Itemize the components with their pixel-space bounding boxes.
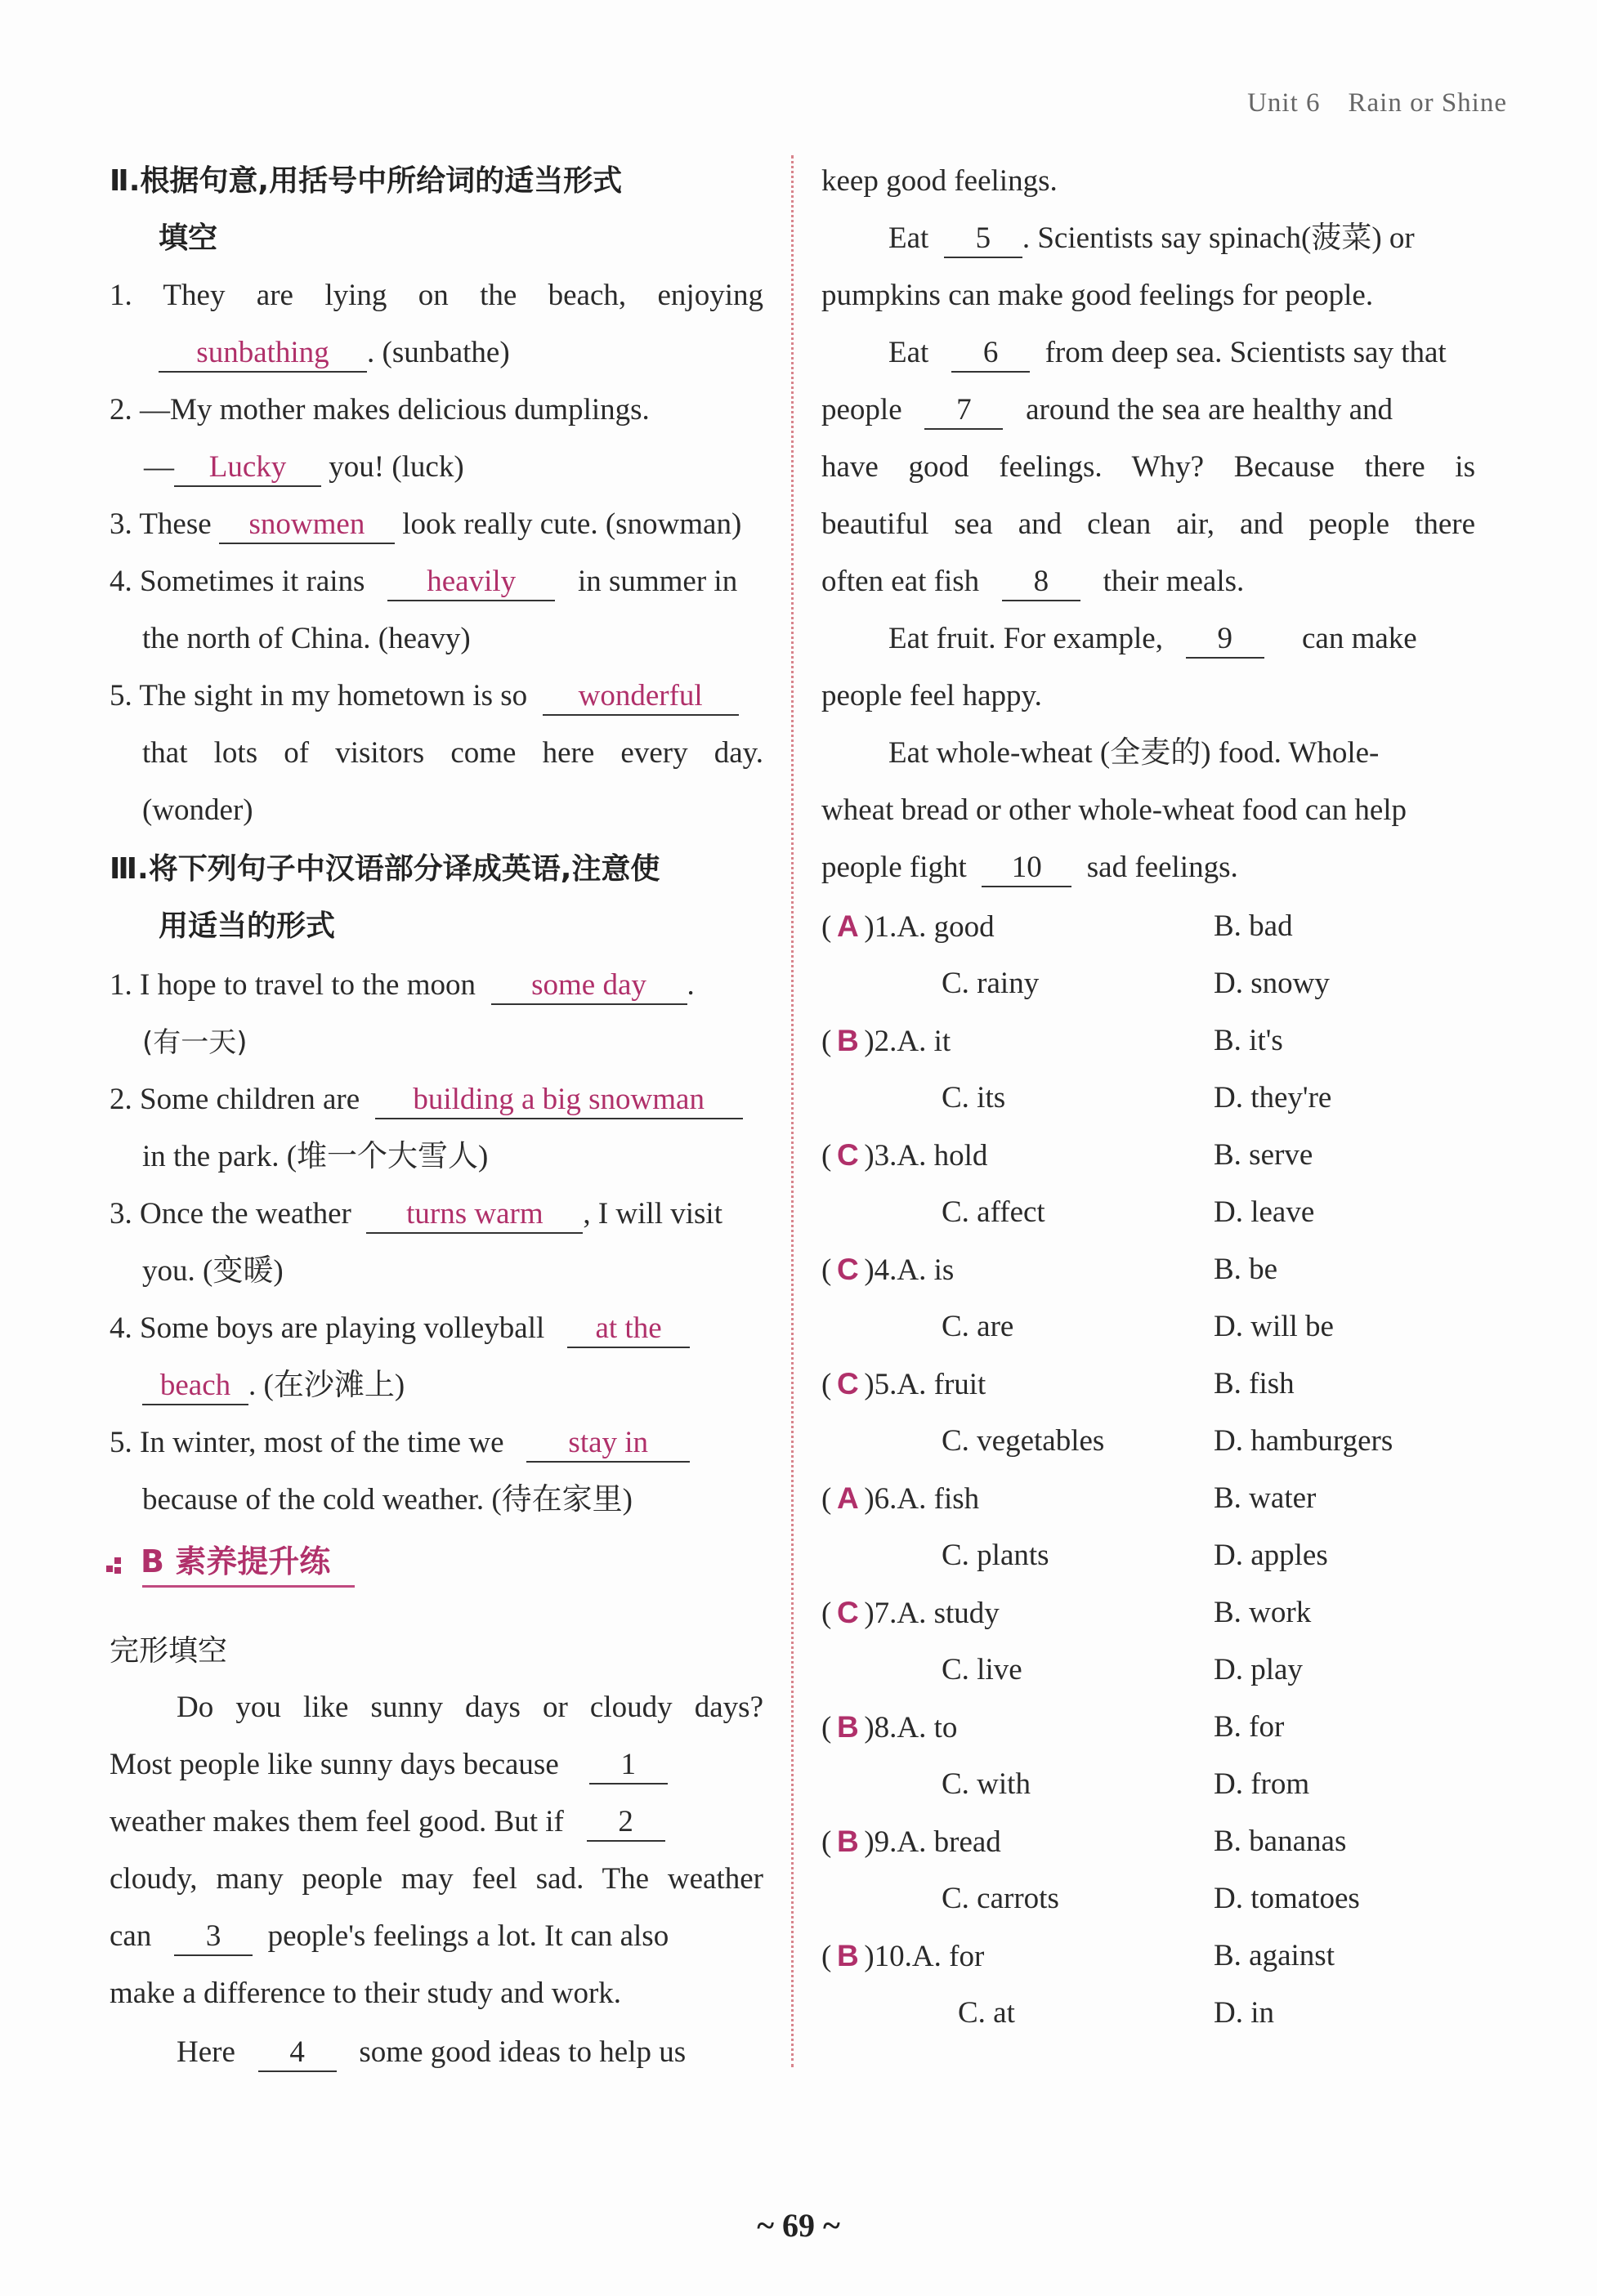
option-d: D. snowy bbox=[1214, 967, 1330, 1000]
passage-p3-text: weather makes them feel good. But if bbox=[110, 1805, 564, 1838]
s3-q2-line2: in the park. (堆一个大雪人) bbox=[142, 1140, 489, 1173]
option-c: C. live bbox=[942, 1653, 1022, 1686]
s3-q2-answer: building a big snowman bbox=[375, 1082, 743, 1119]
s2-q3-text: 3. These bbox=[110, 507, 212, 541]
passage-r8 bbox=[821, 561, 1475, 603]
passage-r1: keep good feelings. bbox=[821, 164, 1058, 198]
s2-q1-text: 1. They are lying on the beach, enjoying bbox=[110, 279, 763, 312]
option-a: A. bread bbox=[897, 1825, 1001, 1859]
s2-q3-answer: snowmen bbox=[219, 507, 395, 544]
question-number: 1. bbox=[874, 910, 897, 944]
option-d: D. play bbox=[1214, 1653, 1303, 1686]
s2-q1-hint: . (sunbathe) bbox=[367, 336, 510, 369]
question-row bbox=[821, 1363, 986, 1406]
s2-q1-answer: sunbathing bbox=[159, 335, 367, 373]
s3-q5-text: 5. In winter, most of the time we bbox=[110, 1426, 504, 1459]
question-row bbox=[821, 1706, 957, 1749]
option-b: B. fish bbox=[1214, 1367, 1295, 1400]
section-b-underline bbox=[142, 1585, 355, 1588]
cloze-subtitle: 完形填空 bbox=[110, 1634, 228, 1668]
blank-9: 9 bbox=[1186, 621, 1264, 659]
blank-8: 8 bbox=[1002, 564, 1080, 601]
question-row bbox=[821, 1134, 987, 1177]
question-number: 2. bbox=[874, 1025, 897, 1058]
passage-r4-eat: Eat bbox=[888, 336, 929, 369]
question-close-paren: ) bbox=[864, 1597, 875, 1630]
option-a: A. to bbox=[897, 1711, 958, 1744]
s3-q3-answer: turns warm bbox=[366, 1196, 583, 1234]
section3-title-cont: 用适当的形式 bbox=[159, 909, 336, 943]
passage-p2 bbox=[110, 1744, 763, 1786]
option-c: C. are bbox=[942, 1310, 1014, 1343]
option-d: D. they're bbox=[1214, 1081, 1332, 1114]
blank-10: 10 bbox=[982, 850, 1071, 887]
question-number: 3. bbox=[874, 1139, 897, 1173]
answer-choice: B bbox=[836, 1024, 859, 1057]
page-header bbox=[1247, 88, 1507, 118]
passage-r10: people feel happy. bbox=[821, 679, 1042, 712]
passage-r2-rest: . Scientists say spinach(菠菜) or bbox=[1022, 221, 1415, 255]
question-open-paren: ( bbox=[821, 1025, 832, 1058]
passage-p1: Do you like sunny days or cloudy days? bbox=[177, 1691, 763, 1724]
question-row bbox=[821, 1249, 954, 1292]
question-close-paren: ) bbox=[864, 910, 875, 944]
s2-q5-line2: that lots of visitors come here every day. bbox=[142, 736, 763, 770]
question-row bbox=[821, 1820, 1001, 1864]
blank-3: 3 bbox=[174, 1919, 253, 1956]
question-open-paren: ( bbox=[821, 1253, 832, 1287]
blank-1: 1 bbox=[589, 1747, 668, 1785]
passage-r3: pumpkins can make good feelings for people. bbox=[821, 279, 1374, 312]
question-open-paren: ( bbox=[821, 1597, 832, 1630]
option-a: A. fish bbox=[897, 1482, 980, 1516]
passage-r2-eat: Eat bbox=[888, 221, 929, 255]
option-c: C. with bbox=[942, 1767, 1031, 1801]
answer-choice: A bbox=[836, 1481, 859, 1515]
option-b: B. against bbox=[1214, 1939, 1335, 1972]
question-close-paren: ) bbox=[864, 1825, 875, 1859]
option-a: A. it bbox=[897, 1025, 951, 1058]
passage-r7: beautiful sea and clean air, and people there bbox=[821, 507, 1475, 541]
s3-q1-period: . bbox=[687, 968, 695, 1002]
s2-q5-line bbox=[110, 675, 763, 717]
option-b: B. serve bbox=[1214, 1138, 1313, 1172]
option-c: C. vegetables bbox=[942, 1424, 1105, 1458]
s3-q3-line bbox=[110, 1193, 763, 1235]
section2-title-cont: 填空 bbox=[159, 221, 218, 255]
option-c: C. rainy bbox=[942, 967, 1040, 1000]
s3-q5-answer: stay in bbox=[526, 1425, 690, 1463]
s3-q3-rest: , I will visit bbox=[583, 1197, 722, 1231]
passage-r8-text: often eat fish bbox=[821, 565, 980, 598]
option-b: B. be bbox=[1214, 1253, 1278, 1286]
passage-r4-rest: from deep sea. Scientists say that bbox=[1045, 336, 1447, 369]
question-close-paren: ) bbox=[864, 1368, 875, 1401]
passage-r2 bbox=[888, 217, 1542, 260]
passage-r9-text: Eat fruit. For example, bbox=[888, 622, 1163, 655]
section-b-title: B 素养提升练 bbox=[141, 1543, 331, 1579]
option-a: A. fruit bbox=[897, 1368, 986, 1401]
option-b: B. bananas bbox=[1214, 1825, 1347, 1858]
option-c: C. plants bbox=[942, 1539, 1049, 1572]
passage-r13 bbox=[821, 846, 1475, 889]
option-d: D. hamburgers bbox=[1214, 1424, 1393, 1458]
passage-r5 bbox=[821, 389, 1475, 431]
question-open-paren: ( bbox=[821, 1368, 832, 1401]
option-d: D. in bbox=[1214, 1996, 1274, 2030]
option-d: D. tomatoes bbox=[1214, 1882, 1360, 1915]
answer-choice: C bbox=[836, 1138, 859, 1172]
passage-r13-rest: sad feelings. bbox=[1086, 851, 1238, 884]
s3-q3-text: 3. Once the weather bbox=[110, 1197, 351, 1231]
s2-q5-hint: (wonder) bbox=[142, 793, 253, 827]
option-d: D. from bbox=[1214, 1767, 1310, 1801]
s2-q4-answer: heavily bbox=[387, 564, 555, 601]
option-a: A. good bbox=[897, 910, 995, 944]
passage-p5-rest: people's feelings a lot. It can also bbox=[267, 1919, 669, 1953]
s3-q4-answer-2: beach bbox=[142, 1368, 248, 1405]
passage-p7-rest: some good ideas to help us bbox=[359, 2035, 687, 2069]
s3-q1-answer: some day bbox=[491, 967, 687, 1005]
option-a: A. for bbox=[911, 1940, 985, 1973]
section3-title: Ⅲ.将下列句子中汉语部分译成英语,注意使 bbox=[110, 852, 660, 886]
passage-r6: have good feelings. Why? Because there is bbox=[821, 450, 1475, 484]
s3-q2-text: 2. Some children are bbox=[110, 1083, 360, 1116]
section-b-heading bbox=[110, 1536, 330, 1581]
option-b: B. for bbox=[1214, 1710, 1285, 1744]
s3-q5-line bbox=[110, 1422, 763, 1464]
s3-q1-line bbox=[110, 964, 763, 1007]
s3-q4-answer-1: at the bbox=[567, 1311, 690, 1348]
s3-q5-line2: because of the cold weather. (待在家里) bbox=[142, 1483, 633, 1517]
question-open-paren: ( bbox=[821, 1482, 832, 1516]
option-c: C. its bbox=[942, 1081, 1006, 1114]
passage-r4 bbox=[888, 332, 1542, 374]
answer-choice: C bbox=[836, 1367, 859, 1400]
s2-q2-dash: — bbox=[144, 450, 174, 484]
option-c: C. affect bbox=[942, 1195, 1045, 1229]
section2-title: Ⅱ.根据句意,用括号中所给词的适当形式 bbox=[110, 164, 623, 198]
question-open-paren: ( bbox=[821, 910, 832, 944]
passage-p6: make a difference to their study and work. bbox=[110, 1977, 622, 2010]
option-b: B. work bbox=[1214, 1596, 1312, 1629]
question-close-paren: ) bbox=[864, 1139, 875, 1173]
blank-6: 6 bbox=[951, 335, 1030, 373]
answer-choice: C bbox=[836, 1253, 859, 1286]
blank-4: 4 bbox=[258, 2035, 337, 2072]
blank-7: 7 bbox=[924, 392, 1003, 430]
passage-r13-text: people fight bbox=[821, 851, 967, 884]
question-number: 10. bbox=[874, 1940, 912, 1973]
s3-q4-line2 bbox=[142, 1365, 796, 1407]
option-a: A. study bbox=[897, 1597, 1000, 1630]
passage-r5-people: people bbox=[821, 393, 902, 427]
question-number: 5. bbox=[874, 1368, 897, 1401]
question-row bbox=[821, 1020, 951, 1063]
s3-q2-line bbox=[110, 1079, 763, 1121]
question-number: 4. bbox=[874, 1253, 897, 1287]
question-close-paren: ) bbox=[864, 1711, 875, 1744]
option-d: D. leave bbox=[1214, 1195, 1315, 1229]
passage-r9 bbox=[888, 618, 1542, 660]
passage-p7 bbox=[177, 2031, 830, 2074]
s3-q4-line bbox=[110, 1307, 763, 1350]
option-d: D. will be bbox=[1214, 1310, 1334, 1343]
passage-p2-text: Most people like sunny days because bbox=[110, 1748, 559, 1781]
option-b: B. it's bbox=[1214, 1024, 1283, 1057]
s3-q1-text: 1. I hope to travel to the moon bbox=[110, 968, 476, 1002]
answer-choice: B bbox=[836, 1825, 859, 1858]
s3-q4-hint: . (在沙滩上) bbox=[248, 1369, 405, 1402]
question-number: 6. bbox=[874, 1482, 897, 1516]
passage-p3 bbox=[110, 1801, 763, 1843]
question-number: 8. bbox=[874, 1711, 897, 1744]
s2-q5-text: 5. The sight in my hometown is so bbox=[110, 679, 528, 712]
answer-choice: B bbox=[836, 1939, 859, 1972]
option-c: C. carrots bbox=[942, 1882, 1059, 1915]
s2-q2-answer: Lucky bbox=[174, 449, 321, 487]
s2-q4-line bbox=[110, 561, 763, 603]
passage-r5-rest: around the sea are healthy and bbox=[1026, 393, 1393, 427]
question-close-paren: ) bbox=[864, 1025, 875, 1058]
s2-q1-line2 bbox=[159, 332, 812, 374]
blank-2: 2 bbox=[587, 1804, 665, 1842]
s2-q2-hint: you! (luck) bbox=[329, 450, 464, 484]
option-b: B. bad bbox=[1214, 909, 1293, 943]
option-a: A. is bbox=[897, 1253, 955, 1287]
column-divider bbox=[791, 155, 794, 2067]
s2-q2-text: 2. —My mother makes delicious dumplings. bbox=[110, 393, 650, 427]
question-number: 9. bbox=[874, 1825, 897, 1859]
passage-p4: cloudy, many people may feel sad. The weather bbox=[110, 1862, 763, 1896]
s2-q4-line2: the north of China. (heavy) bbox=[142, 622, 471, 655]
option-d: D. apples bbox=[1214, 1539, 1328, 1572]
page-number: ~ 69 ~ bbox=[757, 2207, 840, 2244]
passage-p7-here: Here bbox=[177, 2035, 235, 2069]
passage-p5-can: can bbox=[110, 1919, 152, 1953]
s2-q3-line bbox=[110, 503, 763, 546]
s3-q3-line2: you. (变暖) bbox=[142, 1254, 284, 1288]
option-a: A. hold bbox=[897, 1139, 988, 1173]
question-row bbox=[821, 905, 995, 949]
s3-q4-text: 4. Some boys are playing volleyball bbox=[110, 1311, 545, 1345]
unit-label: Unit 6 bbox=[1247, 88, 1321, 118]
unit-title: Rain or Shine bbox=[1348, 88, 1507, 118]
s2-q4-text: 4. Sometimes it rains bbox=[110, 565, 365, 598]
answer-choice: A bbox=[836, 909, 859, 943]
question-open-paren: ( bbox=[821, 1711, 832, 1744]
question-number: 7. bbox=[874, 1597, 897, 1630]
option-c: C. at bbox=[958, 1996, 1015, 2030]
question-row bbox=[821, 1592, 1000, 1635]
question-row bbox=[821, 1477, 979, 1521]
question-close-paren: ) bbox=[864, 1253, 875, 1287]
answer-choice: B bbox=[836, 1710, 859, 1744]
passage-r12: wheat bread or other whole-wheat food can help bbox=[821, 793, 1407, 827]
question-open-paren: ( bbox=[821, 1139, 832, 1173]
question-close-paren: ) bbox=[864, 1482, 875, 1516]
passage-r11: Eat whole-wheat (全麦的) food. Whole- bbox=[888, 736, 1380, 770]
section-b-dots bbox=[106, 1554, 127, 1575]
s2-q4-rest: in summer in bbox=[577, 565, 738, 598]
passage-p5 bbox=[110, 1915, 763, 1958]
passage-r9-rest: can make bbox=[1301, 622, 1417, 655]
option-b: B. water bbox=[1214, 1481, 1317, 1515]
question-row bbox=[821, 1935, 984, 1978]
question-open-paren: ( bbox=[821, 1940, 832, 1973]
blank-5: 5 bbox=[944, 221, 1022, 258]
question-open-paren: ( bbox=[821, 1825, 832, 1859]
s3-q1-hint: (有一天) bbox=[142, 1026, 248, 1059]
answer-choice: C bbox=[836, 1596, 859, 1629]
passage-r8-rest: their meals. bbox=[1103, 565, 1245, 598]
s2-q2-line2 bbox=[144, 446, 798, 489]
s2-q5-answer: wonderful bbox=[543, 678, 739, 716]
question-close-paren: ) bbox=[864, 1940, 875, 1973]
s2-q3-hint: look really cute. (snowman) bbox=[402, 507, 742, 541]
